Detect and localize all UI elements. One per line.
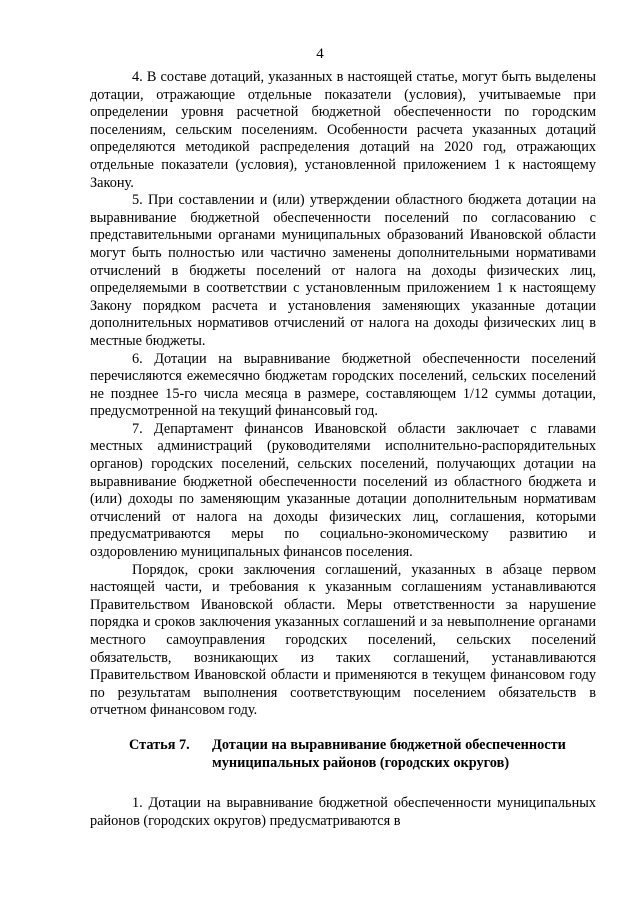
article-paragraph-1: 1. Дотации на выравнивание бюджетной обеспеченности муниципальных районов (городских округов) предусматриваются в [90,795,596,829]
paragraph-part-7: 7. Департамент финансов Ивановской области заключает с главами местных администраций (руководителями исполнительно-распорядительных органов) городских поселений, сельских поселений, получающих дотации на выравнивание бюджетной обеспеченности поселений из областного бюджета и (или) доходы по заменяющим указанные дотации дополнительным нормативам отчислений от налога на доходы физических лиц, соглашения, которыми предусматриваются меры по социально-экономическому развитию и оздоровлению муниципальных финансов поселения. [90,420,596,561]
paragraph-part-6: 6. Дотации на выравнивание бюджетной обеспеченности поселений перечисляются ежемесячно бюджетам городских поселений, сельских поселений не позднее 15-го числа месяца в размере, составляющем 1/12 суммы дотации, предусмотренной на текущий финансовый год. [90,350,596,420]
article-number: Статья 7. [129,737,190,753]
document-body [90,69,596,720]
paragraph-part-7-second-paragraph: Порядок, сроки заключения соглашений, указанных в абзаце первом настоящей части, и требования к указанным соглашениям устанавливаются Правительством Ивановской области. Меры ответственности за нарушение порядка и сроков заключения указанных соглашений и за невыполнение органами местного самоуправления городских поселений, сельских поселений обязательств, возникающих из таких соглашений, устанавливаются Правительством Ивановской области и применяются в текущем финансовом году по результатам выполнения соответствующим поселением обязательств в отчетном финансовом году. [90,561,596,719]
paragraph-part-4: 4. В составе дотаций, указанных в настоящей статье, могут быть выделены дотации, отражающие отдельные показатели (условия), учитываемые при определении уровня расчетной бюджетной обеспеченности по городским поселениям, сельским поселениям. Особенности расчета указанных дотаций определяются методикой распределения дотаций на 2020 год, отражающих отдельные показатели (условия), установленной приложением 1 к настоящему Закону. [90,69,596,191]
article-body [90,795,596,830]
article-title: Дотации на выравнивание бюджетной обеспеченности муниципальных районов (городских округов) [212,737,566,771]
page-number: 4 [316,46,324,62]
article-heading [129,737,596,772]
paragraph-part-5: 5. При составлении и (или) утверждении областного бюджета дотации на выравнивание бюджетной обеспеченности поселений по согласованию с представительными органами муниципальных образований Ивановской области могут быть полностью или частично заменены дополнительными нормативами отчислений в бюджеты поселений от налога на доходы физических лиц, определяемыми в соответствии с установленным приложением 1 к настоящему Закону порядком расчета и установления заменяющих указанные дотации дополнительных нормативов отчислений от налога на доходы физических лиц в местные бюджеты. [90,192,596,349]
